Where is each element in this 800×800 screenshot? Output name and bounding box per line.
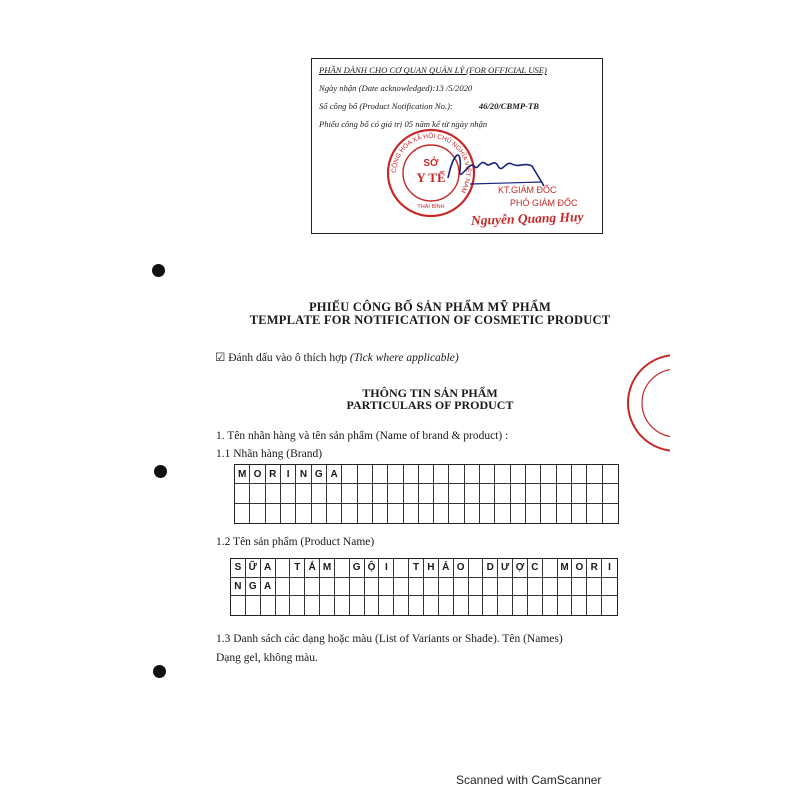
- char-cell: [513, 596, 528, 615]
- char-cell: [409, 578, 424, 597]
- product-name-char-grid: [230, 558, 618, 616]
- char-cell: [587, 504, 602, 523]
- punch-hole: [152, 264, 165, 277]
- char-cell: [587, 484, 602, 503]
- char-cell: [495, 465, 510, 484]
- char-cell: [513, 578, 528, 597]
- char-cell: [276, 578, 291, 597]
- char-cell: [290, 578, 305, 597]
- char-cell: [342, 504, 357, 523]
- char-cell: [541, 504, 556, 523]
- char-cell: [276, 596, 291, 615]
- item-1-3-answer: Dạng gel, không màu.: [216, 652, 318, 664]
- char-cell: [290, 596, 305, 615]
- char-cell: [602, 596, 617, 615]
- char-cell: [480, 484, 495, 503]
- char-cell: [602, 578, 617, 597]
- char-cell: [439, 578, 454, 597]
- char-cell: [498, 578, 513, 597]
- char-cell: [358, 465, 373, 484]
- char-cell: N: [231, 578, 246, 597]
- char-cell: [434, 484, 449, 503]
- char-cell: [320, 596, 335, 615]
- char-cell: [246, 596, 261, 615]
- char-cell: [557, 484, 572, 503]
- seal-center-top: SỞ: [423, 158, 439, 169]
- char-cell: [266, 504, 281, 523]
- char-cell: [350, 578, 365, 597]
- char-cell: [342, 465, 357, 484]
- punch-hole: [153, 665, 166, 678]
- char-cell: [394, 559, 409, 578]
- char-cell: [388, 504, 403, 523]
- char-cell: M: [558, 559, 573, 578]
- char-cell: [305, 578, 320, 597]
- char-cell: [342, 484, 357, 503]
- document-title-english: TEMPLATE FOR NOTIFICATION OF COSMETIC PRODUCT: [249, 313, 611, 327]
- char-cell: [587, 578, 602, 597]
- char-cell: S: [231, 559, 246, 578]
- camscanner-watermark: Scanned with CamScanner: [456, 773, 602, 787]
- item-1-brand-product: 1. Tên nhãn hàng và tên sản phẩm (Name of brand & product) :: [216, 430, 509, 442]
- char-cell: [558, 596, 573, 615]
- char-cell: [469, 559, 484, 578]
- char-cell: [495, 484, 510, 503]
- char-cell: [358, 504, 373, 523]
- char-cell: G: [312, 465, 327, 484]
- char-cell: [305, 596, 320, 615]
- char-cell: [434, 465, 449, 484]
- char-cell: [335, 559, 350, 578]
- char-cell: [603, 465, 618, 484]
- char-cell: [498, 596, 513, 615]
- char-cell: [419, 484, 434, 503]
- char-cell: [276, 559, 291, 578]
- char-cell: [603, 504, 618, 523]
- char-cell: [335, 596, 350, 615]
- char-cell: [388, 465, 403, 484]
- char-cell: [419, 465, 434, 484]
- char-cell: [404, 465, 419, 484]
- char-cell: M: [235, 465, 250, 484]
- char-cell: [281, 484, 296, 503]
- section-heading-english: PARTICULARS OF PRODUCT: [346, 398, 514, 412]
- char-cell: [358, 484, 373, 503]
- char-cell: [449, 504, 464, 523]
- char-cell: [379, 578, 394, 597]
- char-cell: O: [454, 559, 469, 578]
- item-1-3-variants: 1.3 Danh sách các dạng hoặc màu (List of Variants or Shade). Tên (Names): [216, 633, 563, 645]
- char-cell: [557, 465, 572, 484]
- char-cell: [404, 504, 419, 523]
- seal-ring-text: CỘNG HÒA XÃ HỘI CHỦ NGHĨA VIỆT NAM: [390, 132, 472, 195]
- char-cell: M: [320, 559, 335, 578]
- char-cell: [327, 484, 342, 503]
- char-cell: [266, 484, 281, 503]
- char-cell: Ữ: [246, 559, 261, 578]
- char-cell: [335, 578, 350, 597]
- char-cell: [327, 504, 342, 523]
- signer-name: Nguyễn Quang Huy: [470, 209, 584, 228]
- notification-number: [319, 101, 539, 111]
- char-cell: Ợ: [513, 559, 528, 578]
- char-cell: [526, 465, 541, 484]
- char-cell: A: [261, 578, 276, 597]
- seal-bottom-text: THÁI BÌNH: [417, 204, 445, 210]
- char-cell: A: [327, 465, 342, 484]
- char-cell: D: [483, 559, 498, 578]
- char-cell: [526, 504, 541, 523]
- char-cell: [480, 465, 495, 484]
- char-cell: [373, 504, 388, 523]
- char-cell: Ộ: [365, 559, 380, 578]
- char-cell: [409, 596, 424, 615]
- char-cell: R: [266, 465, 281, 484]
- validity-note: Phiếu công bố có giá trị 05 năm kể từ ngày nhận: [319, 119, 488, 129]
- char-cell: [528, 596, 543, 615]
- char-cell: [465, 465, 480, 484]
- char-cell: [250, 484, 265, 503]
- char-cell: [394, 578, 409, 597]
- brand-char-grid: [234, 464, 619, 524]
- tick-instruction: [215, 350, 459, 364]
- char-cell: [250, 504, 265, 523]
- char-cell: [320, 578, 335, 597]
- char-cell: I: [602, 559, 617, 578]
- char-cell: [483, 596, 498, 615]
- tick-instruction-vi: Đánh dấu vào ô thích hợp: [228, 352, 348, 364]
- char-cell: H: [424, 559, 439, 578]
- char-cell: [296, 484, 311, 503]
- char-cell: [281, 504, 296, 523]
- char-cell: Ắ: [305, 559, 320, 578]
- char-cell: [557, 504, 572, 523]
- official-use-title: PHẦN DÀNH CHO CƠ QUAN QUẢN LÝ (FOR OFFICIAL USE): [319, 65, 547, 75]
- char-cell: [511, 465, 526, 484]
- char-cell: R: [587, 559, 602, 578]
- item-1-2-product-name: 1.2 Tên sản phẩm (Product Name): [216, 536, 375, 548]
- item-1-1-brand: 1.1 Nhãn hàng (Brand): [216, 448, 323, 460]
- char-cell: [261, 596, 276, 615]
- char-cell: [495, 504, 510, 523]
- char-cell: [543, 578, 558, 597]
- char-cell: [312, 484, 327, 503]
- char-cell: [424, 596, 439, 615]
- char-cell: [449, 484, 464, 503]
- char-cell: [572, 504, 587, 523]
- char-cell: [511, 504, 526, 523]
- char-cell: Ả: [439, 559, 454, 578]
- char-cell: [543, 596, 558, 615]
- char-cell: [394, 596, 409, 615]
- char-cell: O: [250, 465, 265, 484]
- char-cell: [465, 484, 480, 503]
- char-cell: [235, 484, 250, 503]
- char-cell: [424, 578, 439, 597]
- char-cell: G: [246, 578, 261, 597]
- notification-number-label: Số công bố (Product Notification No.):: [319, 101, 453, 111]
- char-cell: [350, 596, 365, 615]
- char-cell: [587, 596, 602, 615]
- char-cell: [541, 484, 556, 503]
- char-cell: [469, 578, 484, 597]
- deputy-director-label: PHÓ GIÁM ĐỐC: [510, 198, 578, 208]
- kt-director-label: KT.GIÁM ĐỐC: [498, 185, 557, 195]
- char-cell: [365, 596, 380, 615]
- char-cell: O: [572, 559, 587, 578]
- char-cell: [526, 484, 541, 503]
- char-cell: [603, 484, 618, 503]
- char-cell: [419, 504, 434, 523]
- char-cell: [454, 578, 469, 597]
- document-title-vietnamese: PHIẾU CÔNG BỐ SẢN PHẨM MỸ PHẨM: [308, 300, 552, 314]
- char-cell: T: [409, 559, 424, 578]
- char-cell: G: [350, 559, 365, 578]
- char-cell: [480, 504, 495, 523]
- char-cell: [572, 578, 587, 597]
- char-cell: [235, 504, 250, 523]
- char-cell: [312, 504, 327, 523]
- char-cell: [231, 596, 246, 615]
- date-acknowledged: Ngày nhận (Date acknowledged):13 /5/2020: [319, 83, 473, 93]
- char-cell: [449, 465, 464, 484]
- char-cell: [365, 578, 380, 597]
- seal-center-main: Y TẾ: [416, 170, 446, 185]
- char-cell: [572, 596, 587, 615]
- char-cell: [572, 465, 587, 484]
- char-cell: [465, 504, 480, 523]
- char-cell: [483, 578, 498, 597]
- char-cell: [439, 596, 454, 615]
- char-cell: [572, 484, 587, 503]
- notification-number-value: 46/20/CBMP-TB: [478, 101, 539, 111]
- char-cell: [587, 465, 602, 484]
- char-cell: [379, 596, 394, 615]
- char-cell: [296, 504, 311, 523]
- char-cell: A: [261, 559, 276, 578]
- char-cell: I: [281, 465, 296, 484]
- char-cell: [373, 484, 388, 503]
- char-cell: [454, 596, 469, 615]
- tick-instruction-en: (Tick where applicable): [349, 352, 459, 364]
- char-cell: [434, 504, 449, 523]
- char-cell: [388, 484, 403, 503]
- checkbox-icon: ☑: [215, 352, 226, 364]
- char-cell: [543, 559, 558, 578]
- char-cell: [404, 484, 419, 503]
- section-heading-vietnamese: THÔNG TIN SẢN PHẨM: [362, 386, 498, 400]
- char-cell: [528, 578, 543, 597]
- char-cell: Ư: [498, 559, 513, 578]
- char-cell: [558, 578, 573, 597]
- char-cell: I: [379, 559, 394, 578]
- punch-hole: [154, 465, 167, 478]
- char-cell: [469, 596, 484, 615]
- char-cell: [373, 465, 388, 484]
- char-cell: [541, 465, 556, 484]
- char-cell: N: [296, 465, 311, 484]
- char-cell: [511, 484, 526, 503]
- char-cell: C: [528, 559, 543, 578]
- char-cell: T: [290, 559, 305, 578]
